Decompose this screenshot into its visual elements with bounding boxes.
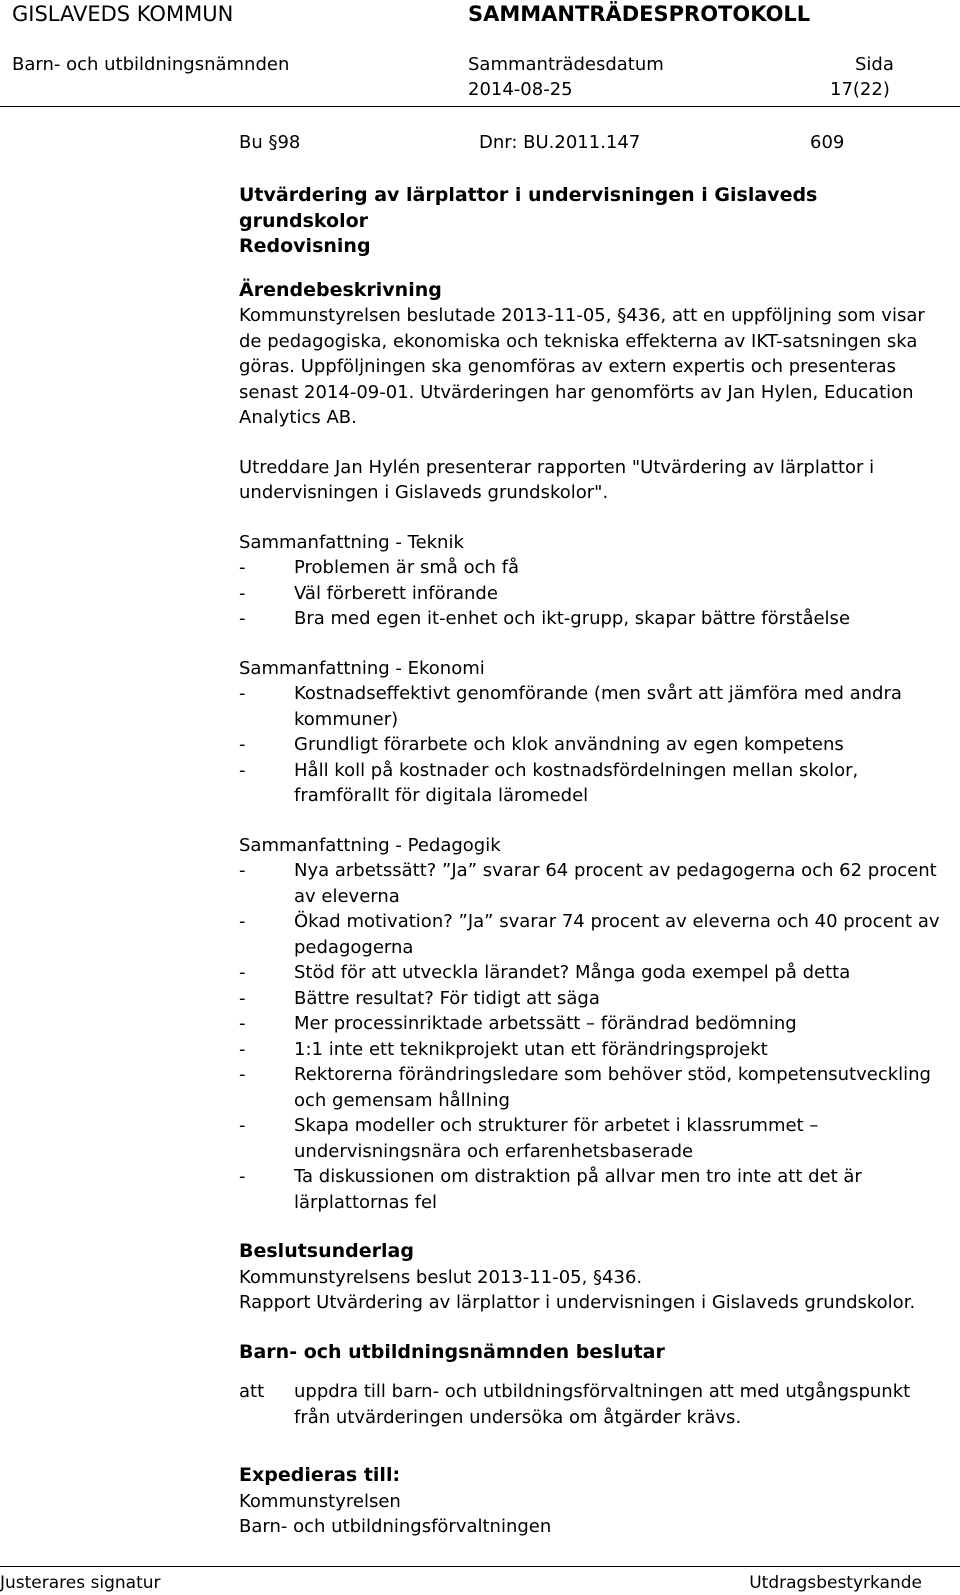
summary-list [239, 555, 945, 632]
case-code: 609 [810, 132, 845, 153]
presenter-text: Utreddare Jan Hylén presenterar rapporten "Utvärdering av lärplattor i undervisningen i Gislaveds grundskolor". [239, 456, 875, 503]
list-item: - 1:1 inte ett teknikprojekt utan ett förändringsprojekt [239, 1037, 945, 1063]
list-item: - Bättre resultat? För tidigt att säga [239, 986, 945, 1012]
list-item: - Kostnadseffektivt genomförande (men svårt att jämföra med andra kommuner) [239, 681, 945, 732]
list-item: - Nya arbetssätt? ”Ja” svarar 64 procent av pedagogerna och 62 procent av eleverna [239, 858, 945, 909]
summary-heading: Sammanfattning - Teknik [239, 531, 464, 553]
summary-heading: Sammanfattning - Pedagogik [239, 834, 501, 856]
list-item: - Väl förberett införande [239, 581, 945, 607]
summary-teknik [239, 530, 945, 632]
signature-label: Justerares signatur [0, 1573, 161, 1593]
list-item: - Ökad motivation? ”Ja” svarar 74 procent av eleverna och 40 procent av pedagogerna [239, 909, 945, 960]
decision-att: att [239, 1381, 265, 1402]
list-item: - Problemen är små och få [239, 555, 945, 581]
decision-heading: Barn- och utbildningsnämnden beslutar [239, 1340, 665, 1363]
case-reference [239, 128, 945, 156]
basis-line: Kommunstyrelsens beslut 2013-11-05, §436. [239, 1266, 643, 1288]
basis-heading: Beslutsunderlag [239, 1240, 414, 1262]
list-item: - Mer processinriktade arbetssätt – förändrad bedömning [239, 1011, 945, 1037]
basis-line: Rapport Utvärdering av lärplattor i undervisningen i Gislaveds grundskolor. [239, 1292, 916, 1313]
summary-list [239, 681, 945, 809]
case-title [239, 183, 945, 260]
summary-heading: Sammanfattning - Ekonomi [239, 657, 485, 679]
document-type: SAMMANTRÄDESPROTOKOLL [468, 2, 811, 26]
decision-text: uppdra till barn- och utbildningsförvaltningen att med utgångspunkt från utvärderingen undersöka om åtgärder krävs. [294, 1381, 911, 1428]
dispatch-heading: Expedieras till: [239, 1464, 401, 1486]
committee-name: Barn- och utbildningsnämnden [12, 54, 290, 75]
organization-name: GISLAVEDS KOMMUN [12, 2, 234, 26]
dispatch-recipient: Kommunstyrelsen [239, 1490, 401, 1512]
summary-pedagogik [239, 833, 945, 1216]
page-label: Sida [855, 54, 894, 75]
description-heading: Ärendebeskrivning [239, 278, 442, 301]
list-item: - Stöd för att utveckla lärandet? Många goda exempel på detta [239, 960, 945, 986]
paragraph-number: Bu §98 [239, 132, 301, 153]
list-item: - Skapa modeller och strukturer för arbetet i klassrummet – undervisningsnära och erfarenhetsbaserade [239, 1113, 945, 1164]
case-title-line1: Utvärdering av lärplattor i undervisningen i Gislaveds grundskolor [239, 184, 818, 232]
list-item: - Ta diskussionen om distraktion på allvar men tro inte att det är lärplattornas fel [239, 1164, 945, 1215]
document-body [239, 128, 945, 1540]
page-number: 17(22) [830, 79, 890, 100]
list-item: - Håll koll på kostnader och kostnadsfördelningen mellan skolor, framförallt för digitala läromedel [239, 758, 945, 809]
summary-list [239, 858, 945, 1215]
page-header [0, 0, 960, 108]
certification-label: Utdragsbestyrkande [749, 1573, 922, 1593]
dispatch-recipient: Barn- och utbildningsförvaltningen [239, 1516, 552, 1537]
page-footer [0, 1566, 960, 1595]
session-date: 2014-08-25 [468, 79, 573, 100]
session-date-label: Sammanträdesdatum [468, 54, 664, 75]
header-divider [0, 106, 960, 107]
summary-ekonomi [239, 656, 945, 809]
list-item: - Grundligt förarbete och klok användning av egen kompetens [239, 732, 945, 758]
diary-number: Dnr: BU.2011.147 [479, 132, 641, 153]
list-item: - Rektorerna förändringsledare som behöver stöd, kompetensutveckling och gemensam hållning [239, 1062, 945, 1113]
decision-clause [239, 1379, 945, 1430]
description-text: Kommunstyrelsen beslutade 2013-11-05, §436, att en uppföljning som visar de pedagogiska, ekonomiska och tekniska effekterna av IKT-satsningen ska göras. Uppföljningen ska genomföras av extern expertis och presenteras senast 2014-09-01. Utvärderingen har genomförts av Jan Hylen, Education Analytics AB. [239, 305, 925, 428]
list-item: - Bra med egen it-enhet och ikt-grupp, skapar bättre förståelse [239, 606, 945, 632]
case-title-line2: Redovisning [239, 235, 371, 257]
